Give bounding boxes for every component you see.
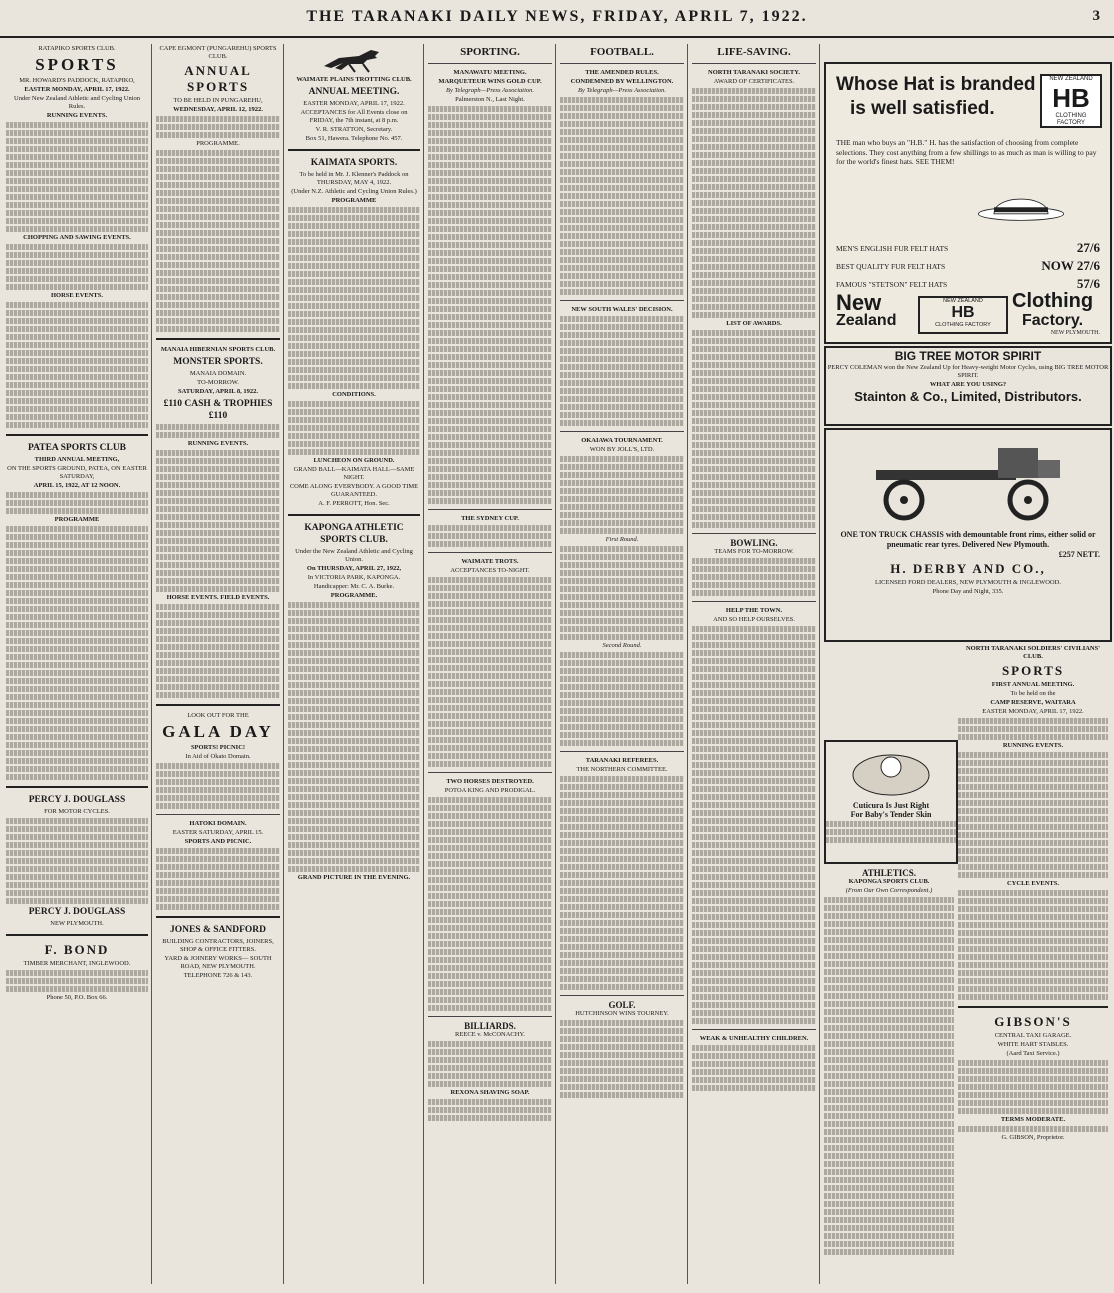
come-along: COME ALONG EVERYBODY. A GOOD TIME GUARANTEED. [289, 483, 419, 498]
golf-heading: GOLF. [608, 1000, 636, 1010]
easter-monday: EASTER MONDAY, APRIL 17, 1922. [982, 708, 1084, 715]
bowling-heading: BOWLING. [730, 538, 778, 548]
running-events-heading: RUNNING EVENTS. [46, 112, 108, 119]
list-of-awards: LIST OF AWARDS. [726, 320, 782, 327]
column-rule [423, 44, 424, 1284]
column-4 [428, 44, 552, 1284]
jones-sandford: JONES & SANDFORD [169, 925, 267, 935]
horse-events-heading: HORSE EVENTS. [50, 292, 104, 299]
douglass-heading-2: PERCY J. DOUGLASS [28, 907, 126, 917]
lookout: LOOK OUT FOR THE [187, 712, 249, 719]
rules-note: Under New Zealand Athletic and Cycling Union Rules. [14, 95, 140, 110]
waimate-date: EASTER MONDAY, APRIL 17, 1922. [303, 100, 405, 107]
kaimata-sports: KAIMATA SPORTS. [310, 158, 398, 168]
column-rule [283, 44, 284, 1284]
manaia-domain: MANAIA DOMAIN. [189, 370, 247, 377]
column-rule [555, 44, 556, 1284]
manawatu-meeting: MANAWATU MEETING. [453, 69, 527, 76]
hb-logo-small [918, 296, 1008, 334]
award-certificates: AWARD OF CERTIFICATES. [713, 78, 795, 85]
price-row [836, 258, 1100, 273]
derby-title: ONE TON TRUCK CHASSIS with demountable front rims, either solid or pneumatic rear tyres. Delivered New Plymouth. [840, 530, 1096, 549]
chopping-heading: CHOPPING AND SAWING EVENTS. [23, 234, 131, 241]
cape-egmont-club: CAPE EGMONT (PUNGAREHU) SPORTS CLUB. [159, 45, 277, 60]
life-saving-heading: LIFE-SAVING. [717, 46, 791, 58]
terms-moderate: TERMS MODERATE. [1000, 1116, 1066, 1123]
derby-name: H. DERBY AND CO., [890, 561, 1046, 576]
running-events-heading: RUNNING EVENTS. [187, 440, 249, 447]
potoa-king: POTOA KING AND PRODIGAL. [444, 787, 536, 794]
event-date: EASTER MONDAY, APRIL 17, 1922. [24, 86, 130, 93]
column-1 [6, 44, 148, 1284]
truck-illustration-icon [868, 434, 1068, 526]
stainton: Stainton & Co., Limited, Distributors. [854, 389, 1082, 404]
hb-logo-bottom: CLOTHING FACTORY [1055, 113, 1087, 126]
derby-truck-advert [824, 428, 1112, 642]
prize-money: £110 CASH & TROPHIES £110 [163, 399, 273, 421]
hb-logo-top: NEW ZEALAND [1049, 76, 1093, 82]
hb-small-bottom: CLOTHING FACTORY [935, 322, 991, 328]
held-at: TO BE HELD IN PUNGAREHU, [173, 97, 263, 104]
stratton: V. R. STRATTON, Secretary. [315, 126, 393, 133]
column-rule [151, 44, 152, 1284]
society: NORTH TARANAKI SOCIETY. [708, 69, 800, 76]
amended-rules: THE AMENDED RULES. [585, 69, 659, 76]
patea-sports-title: PATEA SPORTS CLUB [27, 443, 127, 453]
gibson-sub: CENTRAL TAXI GARAGE. [994, 1032, 1072, 1039]
bond-heading: F. BOND [44, 942, 110, 957]
column-5 [560, 44, 684, 1284]
trotting-horse-icon [319, 46, 389, 74]
price-item: FAMOUS "STETSON" FELT HATS [836, 280, 948, 289]
masthead [0, 0, 1114, 38]
northern-committee: THE NORTHERN COMMITTEE. [576, 766, 668, 773]
programme-heading: PROGRAMME. [196, 140, 240, 147]
hat-description: THE man who buys an "H.B." H. has the satisfaction of choosing from complete selections. They cost anything from a few shillings to as much as man is willing to pay for the world's finest hats. SEE THEM! [836, 138, 1097, 166]
reece-mcconachy: REECE v. McCONACHY. [455, 1031, 525, 1038]
marquetteur-headline: MARQUETEUR WINS GOLD CUP. [438, 78, 542, 85]
byline: By Telegraph—Press Association. [577, 87, 667, 94]
grand-picture: GRAND PICTURE IN THE EVENING. [297, 874, 411, 881]
hb-small-letters: HB [951, 304, 975, 321]
baby-illustration-icon [831, 745, 951, 799]
jones-sub: BUILDING CONTRACTORS, JOINERS, SHOP & OFFICE FITTERS. [162, 938, 274, 953]
kaimata-held: To be held in Mr. J. Klenner's Paddock on THURSDAY, MAY 4, 1922. [299, 171, 409, 186]
athletics-heading: ATHLETICS. [861, 868, 917, 878]
price-row [836, 240, 1100, 255]
hat-headline-1: Whose Hat is branded [836, 74, 1036, 95]
hatoki-domain: HATOKI DOMAIN. [189, 820, 247, 827]
derby-phone: Phone Day and Night, 335. [932, 588, 1004, 595]
hb-logo-letters: HB [1052, 83, 1090, 113]
help-the-town: HELP THE TOWN. [725, 607, 783, 614]
annual-sports-heading: ANNUAL SPORTS [184, 63, 252, 94]
jones-telephone: TELEPHONE 726 & 143. [183, 972, 253, 979]
sports-picnic: SPORTS! PICNIC! [190, 744, 246, 751]
athletics-column [824, 868, 954, 1278]
hat-headline-2: is well satisfied. [850, 98, 995, 119]
running-events: RUNNING EVENTS. [1002, 742, 1064, 749]
okaiawa-tournament: OKAIAWA TOURNAMENT. [581, 437, 663, 444]
kaimata-programme: PROGRAMME [331, 197, 377, 204]
waimate-club: WAIMATE PLAINS TROTTING CLUB. [296, 76, 412, 83]
dateline: Palmerston N., Last Night. [455, 96, 525, 103]
page-number: 3 [1092, 8, 1100, 24]
nz-town: NEW PLYMOUTH. [1050, 330, 1100, 336]
sydney-cup: THE SYDNEY CUP. [461, 515, 519, 522]
motor-title: BIG TREE MOTOR SPIRIT [894, 349, 1042, 363]
kaponga-programme: PROGRAMME. [330, 592, 378, 599]
price: NOW 27/6 [1041, 258, 1100, 273]
nz-new: New [836, 290, 882, 315]
acceptances: ACCEPTANCES for All Events close on FRIDAY, the 7th instant, at 8 p.m. [300, 109, 408, 124]
nz-clothing-factory [836, 290, 1100, 336]
patea-programme: PROGRAMME [54, 516, 100, 523]
motor-using: WHAT ARE YOU USING? [929, 381, 1007, 388]
derby-price: £257 NETT. [1058, 550, 1100, 559]
cuticura-line-1: Cuticura Is Just Right [852, 801, 930, 810]
douglass-town: NEW PLYMOUTH. [50, 920, 104, 927]
sporting-heading: SPORTING. [460, 46, 520, 58]
big-tree-motor-advert [824, 346, 1112, 426]
price: 57/6 [1076, 276, 1100, 291]
kaponga-athletic: KAPONGA ATHLETIC SPORTS CLUB. [304, 523, 404, 545]
sports-heading: SPORTS [35, 55, 119, 74]
conditions: CONDITIONS. [332, 391, 376, 398]
nsw-decision: NEW SOUTH WALES' DECISION. [571, 306, 673, 313]
sports-and-picnic: SPORTS AND PICNIC. [184, 838, 252, 845]
box-telephone: Box 51, Hawera. Telephone No. 457. [305, 135, 403, 142]
kaponga-venue: In VICTORIA PARK, KAPONGA. [307, 574, 401, 581]
kaimata-rules: (Under N.Z. Athletic and Cycling Union Rules.) [291, 188, 417, 195]
patea-venue: ON THE SPORTS GROUND, PATEA, ON EASTER SATURDAY, [7, 465, 147, 480]
perrott: A. F. PERROTT, Hon. Sec. [318, 500, 390, 507]
own-correspondent: (From Our Own Correspondent.) [845, 887, 933, 894]
hb-logo [1040, 74, 1102, 128]
cuticura-line-2: For Baby's Tender Skin [850, 810, 932, 819]
second-round: Second Round. [602, 642, 642, 649]
hutchinson: HUTCHINSON WINS TOURNEY. [575, 1010, 669, 1017]
gala-day: GALA DAY [162, 722, 274, 741]
gibson-sub2: WHITE HART STABLES. [997, 1041, 1069, 1048]
condemned: CONDEMNED BY WELLINGTON. [570, 78, 674, 85]
gibson-sign: G. GIBSON, Proprietor. [1001, 1134, 1065, 1141]
gibson-sub3: (Aard Taxi Service.) [1006, 1050, 1060, 1057]
kaponga-handicapper: Handicapper: Mr. C. A. Burke. [313, 583, 395, 590]
cycle-events: CYCLE EVENTS. [1006, 880, 1059, 887]
football-heading: FOOTBALL. [590, 46, 654, 58]
cuticura-advert [824, 740, 958, 864]
billiards-heading: BILLIARDS. [464, 1021, 516, 1031]
price: 27/6 [1076, 240, 1100, 255]
bond-phone: Phone 50, P.O. Box 66. [46, 994, 108, 1001]
patea-meeting: THIRD ANNUAL MEETING, [34, 456, 120, 463]
weak-children: WEAK & UNHEALTHY CHILDREN. [699, 1035, 809, 1042]
bond-sub: TIMBER MERCHANT, INGLEWOOD. [23, 960, 131, 967]
grand-ball: GRAND BALL—KAIMATA HALL—SAME NIGHT. [293, 466, 415, 481]
tomorrow: TO-MORROW. [197, 379, 239, 386]
gibson-heading: GIBSON'S [994, 1014, 1072, 1029]
hb-small-top: NEW ZEALAND [943, 298, 983, 304]
waimate-trots: WAIMATE TROTS. [461, 558, 519, 565]
soldiers-club: NORTH TARANAKI SOLDIERS' CIVILIANS' CLUB. [965, 645, 1101, 660]
price-item: BEST QUALITY FUR FELT HATS [836, 262, 946, 271]
douglass-sub: FOR MOTOR CYCLES. [44, 808, 110, 815]
okato-domain: In Aid of Okato Domain. [185, 753, 251, 760]
nz-factory: Factory. [1022, 312, 1084, 329]
column-3 [288, 44, 420, 1284]
taranaki-referees: TARANAKI REFEREES. [585, 757, 659, 764]
nz-clothing: Clothing [1012, 290, 1094, 312]
held-on: To be held on the [1010, 690, 1056, 697]
annual-meeting: ANNUAL MEETING. [308, 87, 400, 97]
camp-reserve: CAMP RESERVE, WAITARA [990, 699, 1076, 706]
luncheon: LUNCHEON ON GROUND. [313, 457, 395, 464]
manaia-date: SATURDAY, APRIL 8, 1922. [178, 388, 258, 395]
hb-hat-advert [824, 62, 1112, 344]
kaponga-rules: Under the New Zealand Athletic and Cycling Union. [295, 548, 413, 563]
teams-tomorrow: TEAMS FOR TO-MORROW. [714, 548, 794, 555]
help-ourselves: AND SO HELP OURSELVES. [713, 616, 795, 623]
column-2 [156, 44, 280, 1284]
two-horses: TWO HORSES DESTROYED. [446, 778, 534, 785]
nz-zealand: Zealand [836, 312, 897, 329]
soldiers-sports-column [958, 644, 1108, 1284]
hat-illustration-icon [976, 182, 1066, 226]
column-6 [692, 44, 816, 1284]
won-by-jolls: WON BY JOLL'S, LTD. [589, 446, 655, 453]
price-row [836, 276, 1100, 291]
column-rule [687, 44, 688, 1284]
price-item: MEN'S ENGLISH FUR FELT HATS [836, 244, 949, 253]
first-annual: FIRST ANNUAL MEETING. [991, 681, 1075, 688]
club-name: RATAPIKO SPORTS CLUB. [38, 45, 116, 52]
masthead-title: THE TARANAKI DAILY NEWS, FRIDAY, APRIL 7, 1922. [306, 8, 808, 25]
motor-text: PERCY COLEMAN won the New Zealand Up for Heavy-weight Motor Cycles, using BIG TREE MOTOR SPIRIT. [827, 364, 1109, 379]
jones-address: YARD & JOINERY WORKS— SOUTH ROAD, NEW PLYMOUTH. [164, 955, 272, 970]
monster-sports: MONSTER SPORTS. [173, 357, 263, 367]
column-rule [819, 44, 820, 1284]
kaponga-sports-club: KAPONGA SPORTS CLUB. [848, 878, 930, 885]
easter-saturday: EASTER SATURDAY, APRIL 15. [172, 829, 264, 836]
patea-date: APRIL 15, 1922, AT 12 NOON. [33, 482, 121, 489]
rexona: REXONA SHAVING SOAP. [450, 1089, 530, 1096]
first-round: First Round. [605, 536, 639, 543]
horse-field-heading: HORSE EVENTS. FIELD EVENTS. [166, 594, 270, 601]
derby-sub: LICENSED FORD DEALERS, NEW PLYMOUTH & INGLEWOOD. [875, 579, 1061, 586]
byline: By Telegraph—Press Association. [445, 87, 535, 94]
manaia-club: MANAIA HIBERNIAN SPORTS CLUB. [160, 346, 276, 353]
douglass-heading: PERCY J. DOUGLASS [28, 795, 126, 805]
soldiers-sports: SPORTS [1001, 663, 1065, 678]
kaponga-date: On THURSDAY, APRIL 27, 1922, [306, 565, 402, 572]
venue: MR. HOWARD'S PADDOCK, RATAPIKO, [19, 77, 135, 84]
event-date: WEDNESDAY, APRIL 12, 1922. [173, 106, 263, 113]
acceptances-tonight: ACCEPTANCES TO-NIGHT. [450, 567, 530, 574]
